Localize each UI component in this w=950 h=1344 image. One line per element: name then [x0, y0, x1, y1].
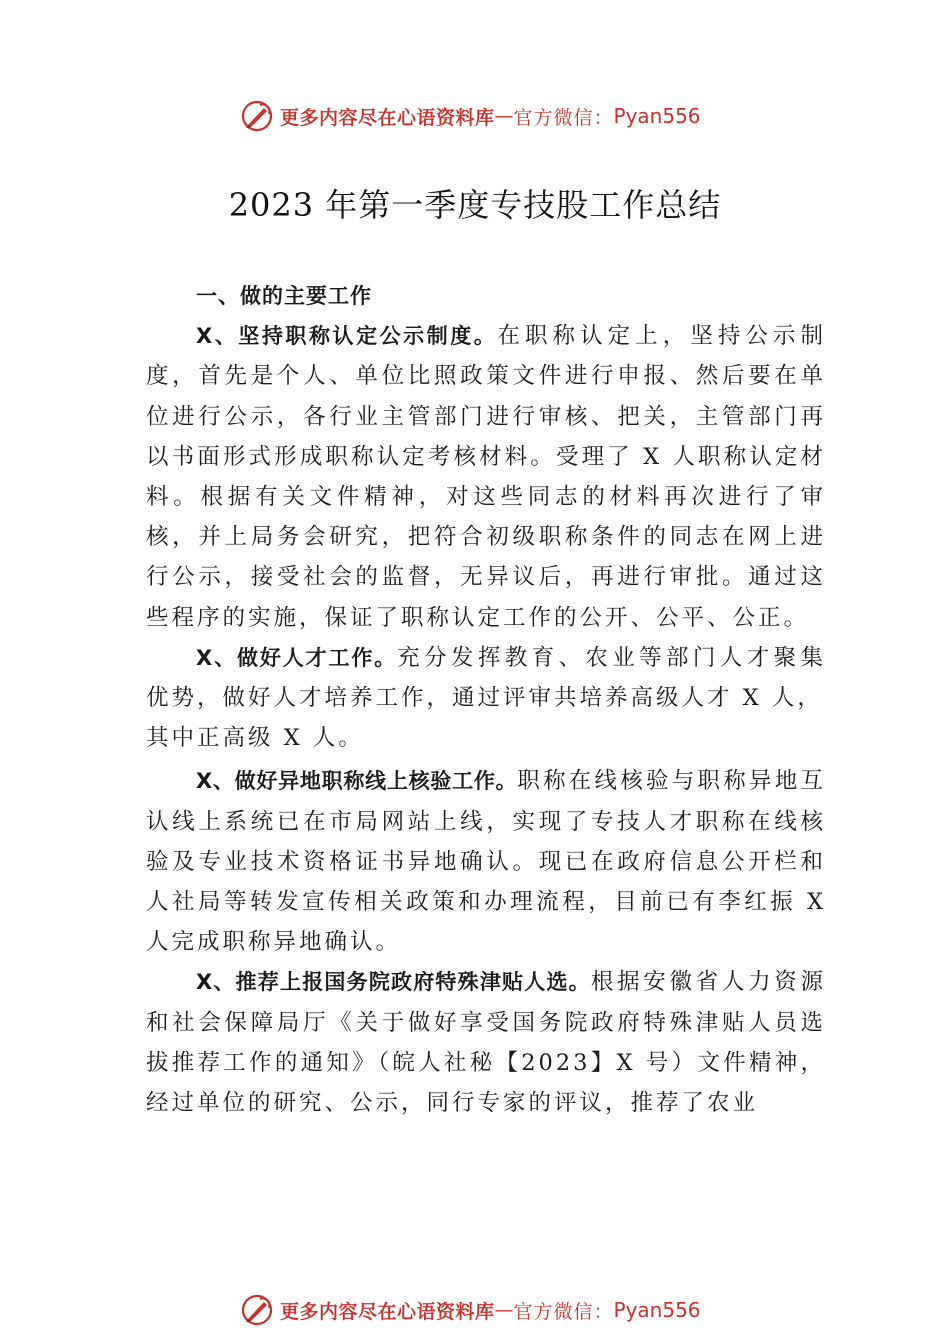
paragraph-lead: X、推荐上报国务院政府特殊津贴人选。 — [196, 970, 591, 995]
paragraph-2 — [146, 638, 826, 718]
paragraph-body: 根据安徽省人力资源和社会保障局厅《关于做好享受国务院政府特殊津贴人员选拔推荐工作的通知》（皖人社秘【2023】X 号）文件精神，经过单位的研究、公示，同行专家的评议，推荐了农业 — [146, 969, 826, 1117]
paragraph-2-tail: 其中正高级 X 人。 — [146, 725, 364, 752]
banner-dash: — — [494, 1299, 514, 1321]
pen-logo-icon — [240, 1293, 274, 1327]
banner-wechat-id: Pyan556 — [613, 1298, 701, 1322]
header-watermark-banner — [240, 96, 701, 136]
paragraph-4 — [146, 962, 826, 1123]
banner-label: 官方微信： — [513, 1300, 614, 1323]
paragraph-lead: X、做好人才工作。 — [196, 645, 398, 670]
banner-brand-text: 更多内容尽在心语资料库 — [280, 1300, 495, 1323]
banner-dash: — — [494, 105, 514, 127]
footer-watermark-banner — [240, 1290, 701, 1330]
paragraph-body: 在职称认定上，坚持公示制度，首先是个人、单位比照政策文件进行申报、然后要在单位进行公示，各行业主管部门进行审核、把关，主管部门再以书面形式形成职称认定考核材料。受理了 X 人职称认定材料。根据有关文件精神，对这些同志的材料再次进行了审核，并上局务会研究，把符合初级职称条件的同志在网上进行公示，接受社会的监督，无异议后，再进行审批。通过这些程序的实施，保证了职称认定工作的公开、公平、公正。 — [146, 323, 826, 631]
banner-brand-text: 更多内容尽在心语资料库 — [280, 106, 495, 129]
section-heading: 一、做的主要工作 — [196, 284, 372, 308]
paragraph-lead: X、坚持职称认定公示制度。 — [196, 324, 498, 349]
paragraph-1 — [146, 316, 826, 638]
paragraph-3 — [146, 761, 826, 962]
document-body — [146, 276, 826, 1123]
document-title: 2023 年第一季度专技股工作总结 — [228, 186, 722, 224]
banner-wechat-id: Pyan556 — [613, 104, 701, 128]
paragraph-body: 充分发挥教育、农业等部门人才聚集 优势，做好人才培养工作，通过评审共培养高级人才 X 人， — [146, 644, 826, 712]
pen-logo-icon — [240, 99, 274, 133]
paragraph-body: 职称在线核验与职称异地互认线上系统已在市局网站上线，实现了专技人才职称在线核验及专业技术资格证书异地确认。现已在政府信息公开栏和人社局等转发宣传相关政策和办理流程，目前已有李红振 X 人完成职称异地确认。 — [146, 768, 826, 956]
banner-label: 官方微信： — [513, 106, 614, 129]
paragraph-lead: X、做好异地职称线上核验工作。 — [196, 769, 518, 794]
